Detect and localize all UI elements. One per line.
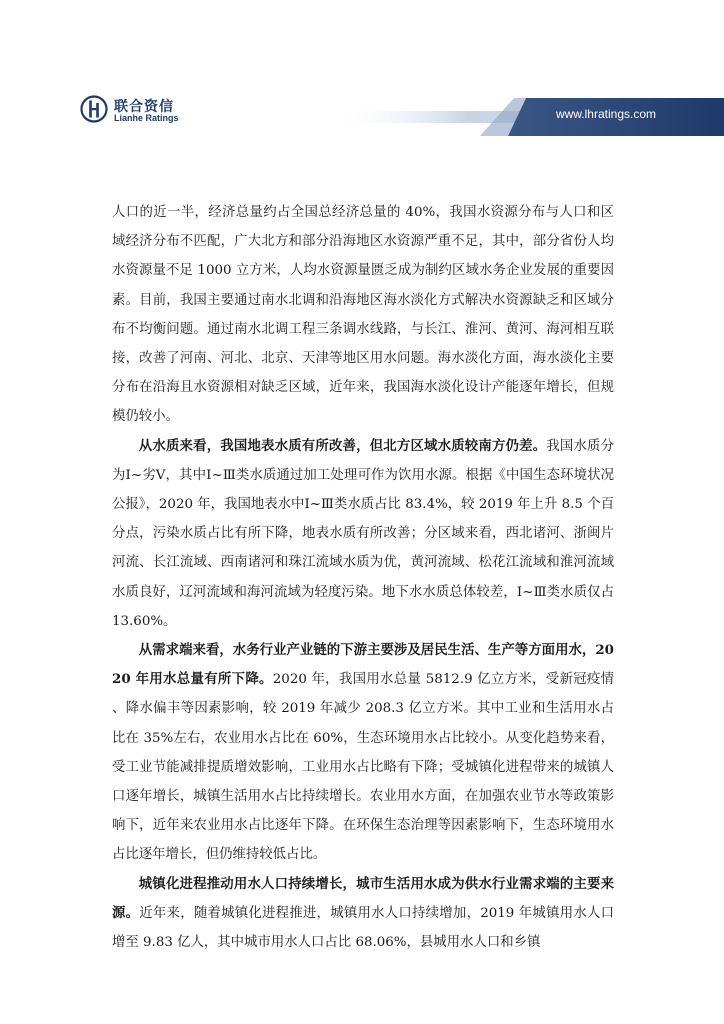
paragraph-urbanization (112, 870, 614, 958)
paragraph-water-quality (112, 432, 614, 636)
page-header (0, 0, 724, 160)
lianhe-logo-mark-icon (80, 95, 108, 123)
paragraph-text: 我国水质分为Ⅰ~劣Ⅴ，其中Ⅰ~Ⅲ类水质通过加工处理可作为饮用水源。根据《中国生态环境状况公报》，2020 年，我国地表水中Ⅰ~Ⅲ类水质占比 83.4%，较 2019 年上升 8.5 个百分点，污染水质占比有所下降，地表水质有所改善；分区域来看，西北诸河、浙闽片河流、长江流域、西南诸河和珠江流域水质为优，黄河流域、松花江流域和淮河流域水质良好，辽河流域和海河流域为轻度污染。地下水水质总体较差，Ⅰ~Ⅲ类水质仅占 13.60%。 (112, 438, 615, 629)
paragraph-lead-bold: 从需求端来看，水务行业产业链的下游主要涉及居民生活、生产等方面用水，2020 年用水总量有所下降。 (112, 642, 614, 688)
website-url[interactable]: www.lhratings.com (555, 107, 656, 121)
paragraph-lead-bold: 从水质来看，我国地表水质有所改善，但北方区域水质较南方仍差。 (138, 437, 547, 454)
paragraph-demand-side (112, 636, 614, 870)
document-body (112, 198, 614, 957)
paragraph-text: 2020 年，我国用水总量 5812.9 亿立方米，受新冠疫情、降水偏丰等因素影响，较 2019 年减少 208.3 亿立方米。其中工业和生活用水占比在 35%左右，农业用水占比在 60%，生态环境用水占比较小。从变化趋势来看，受工业节能减排提质增效影响，工业用水占比略有下降；受城镇化进程带来的城镇人口逐年增长，城镇生活用水占比持续增长。农业用水方面，在加强农业节水等政策影响下，近年来农业用水占比逐年下降。在环保生态治理等因素影响下，生态环境用水占比逐年增长，但仍维持较低占比。 (112, 672, 615, 863)
paragraph-text: 人口的近一半，经济总量约占全国总经济总量的 40%，我国水资源分布与人口和区域经济分布不匹配，广大北方和部分沿海地区水资源严重不足，其中，部分省份人均水资源量不足 1000 立方米，人均水资源量匮乏成为制约区域水务企业发展的重要因素。目前，我国主要通过南水北调和沿海地区海水淡化方式解决水资源缺乏和区域分布不均衡问题。通过南水北调工程三条调水线路，与长江、淮河、黄河、海河相互联接，改善了河南、河北、北京、天津等地区用水问题。海水淡化方面，海水淡化主要分布在沿海且水资源相对缺乏区域，近年来，我国海水淡化设计产能逐年增长，但规模仍较小。 (112, 205, 614, 425)
paragraph-continuation (112, 198, 614, 432)
logo-english-name: Lianhe Ratings (114, 113, 179, 123)
lianhe-logo (80, 95, 190, 131)
logo-chinese-name: 联合资信 (114, 99, 174, 115)
paragraph-lead-bold: 城镇化进程推动用水人口持续增长，城市生活用水成为供水行业需求端的主要来源。 (112, 875, 614, 921)
paragraph-text: 近年来，随着城镇化进程推进，城镇用水人口持续增加，2019 年城镇用水人口增至 9.83 亿人，其中城市用水人口占比 68.06%，县城用水人口和乡镇 (112, 905, 614, 951)
header-banner (330, 98, 724, 136)
